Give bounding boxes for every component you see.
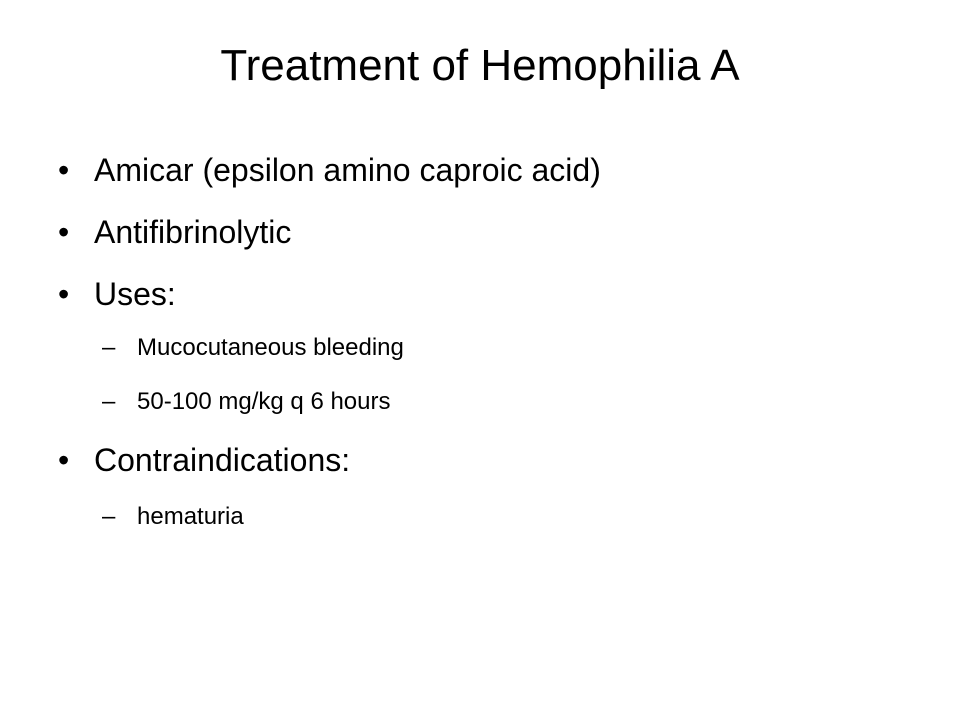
bullet-text: Amicar (epsilon amino caproic acid) bbox=[94, 152, 601, 188]
dash-marker: – bbox=[102, 388, 116, 415]
dash-marker: – bbox=[102, 503, 116, 530]
sub-bullet-text: hematuria bbox=[137, 503, 244, 530]
bullet-marker: • bbox=[58, 442, 70, 478]
bullet-marker: • bbox=[58, 152, 70, 188]
slide-title: Treatment of Hemophilia A bbox=[220, 41, 740, 90]
bullet-marker: • bbox=[58, 276, 70, 312]
sub-bullet-text: Mucocutaneous bleeding bbox=[137, 334, 404, 361]
bullet-text: Uses: bbox=[94, 276, 176, 312]
sub-bullet-text: 50-100 mg/kg q 6 hours bbox=[137, 388, 391, 415]
bullet-text: Antifibrinolytic bbox=[94, 214, 292, 250]
bullet-marker: • bbox=[58, 214, 70, 250]
bullet-text: Contraindications: bbox=[94, 442, 351, 478]
dash-marker: – bbox=[102, 334, 116, 361]
